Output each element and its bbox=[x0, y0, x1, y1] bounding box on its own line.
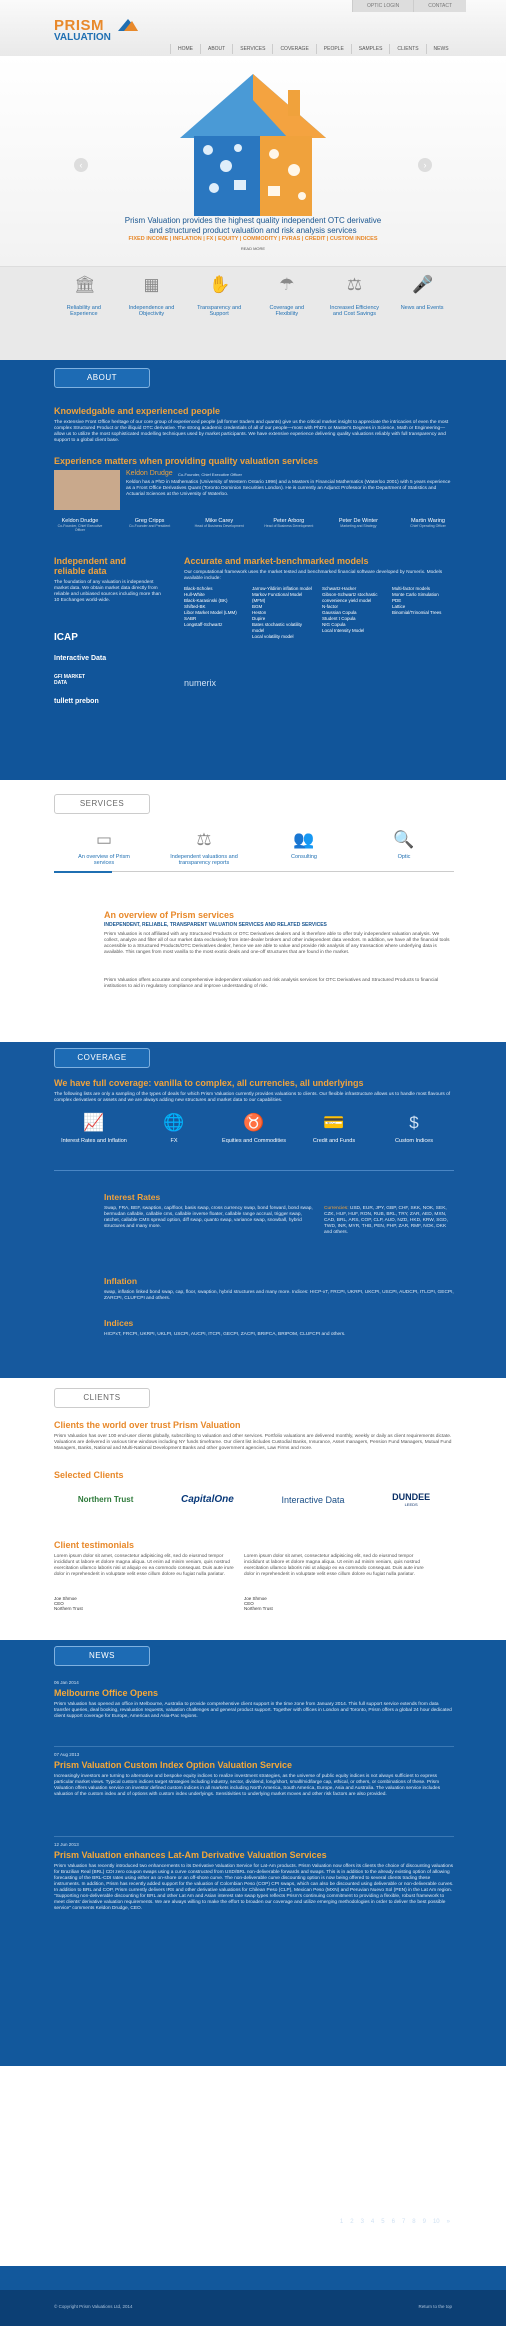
coverage-label: Credit and Funds bbox=[312, 1138, 356, 1144]
author-org: Northern Trust bbox=[54, 1606, 83, 1611]
services-icons bbox=[54, 826, 454, 866]
selected-clients-heading: Selected Clients bbox=[54, 1470, 124, 1480]
page-link[interactable]: 1 bbox=[339, 2219, 344, 2225]
news-date: 12 Jun 2013 bbox=[54, 1842, 79, 1847]
experience-heading: Experience matters when providing quality valuation services bbox=[54, 456, 319, 466]
team-member[interactable] bbox=[263, 518, 315, 532]
news-item bbox=[54, 1680, 454, 1720]
models-col-1: Black-Scholes Hull-White Black-Karasinski (BK) Shifted-BK Libor Market Model (LMM) SABR Longstaff-Schwartz bbox=[184, 586, 237, 627]
coverage-credit[interactable] bbox=[299, 1108, 369, 1144]
magnifier-icon: 🔍 bbox=[393, 830, 415, 849]
indices-text: HICPxT, FRCPI, UKRPI, UKLPI, USCPI, AUCPI, ITCPI, GECPI, ZACPI, BRIPCA, BRIPOM, CLUFCPI and others. bbox=[104, 1332, 346, 1337]
divider bbox=[54, 1746, 454, 1747]
author-role: CEO bbox=[54, 1601, 64, 1606]
currencies-label: Currencies: bbox=[324, 1206, 349, 1211]
coverage-label: FX bbox=[170, 1138, 178, 1144]
meeting-icon: 👥 bbox=[293, 830, 315, 849]
news-text: Increasingly investors are turning to alternative and bespoke equity indices to realize investment strategies, as the universe of public equity indices is not always sufficient to express particular market views. Typical custom indices target strategies including industry, sector, dividend, long/short, small/mid/large cap, ethical, or others, or combinations of these. Prism Valuation offers valuation service on investor defined custom indices in all markets including North America, South America, Europe, Asia and Australia. The valuation service includes valuation of the custom index and of options with custom index underlyings. Sensitivities to underlying market moves and other risk factors are also provided. bbox=[54, 1774, 441, 1797]
divider bbox=[54, 1836, 454, 1837]
about-paragraph: The extensive Front Office heritage of our core group of experienced people (all former traders and quants) give us the critical market insight to appreciate the intricacies of even the most complex Structured Product or the illiquid OTC derivative. The strong academic credentials of all of our people—most with PhD's or Master's Degrees in Science, Math or Engineering—allow us to utilize the most sophisticated modelling techniques used by market participants. We have extensive experience delivering quality valuations reliably with full transparency and support to a global client base. bbox=[54, 420, 449, 443]
coverage-label: Equities and Commodities bbox=[222, 1138, 286, 1144]
services-subheading: INDEPENDENT, RELIABLE, TRANSPARENT VALUATION SERVICES AND RELATED SERVICES bbox=[104, 922, 327, 928]
footer bbox=[0, 2290, 506, 2326]
hero-tagline-2: and structured product valuation and risk analysis services bbox=[149, 226, 357, 235]
team-role: Marketing and Strategy bbox=[340, 524, 377, 528]
chart-icon: 📈 bbox=[83, 1113, 105, 1132]
service-overview[interactable] bbox=[69, 826, 139, 866]
logo[interactable] bbox=[54, 17, 111, 44]
models-col-2: Jarrow-Yildirim inflation model Markov Functional Model (MFM) BGM Heston Dupire Bates stochastic volatility model Local volatility model bbox=[252, 586, 312, 639]
team-name: Peter Arborg bbox=[273, 518, 305, 524]
team-role: Co-Founder, Chief Executive Officer bbox=[57, 524, 103, 532]
feature-label: Coverage and Flexibility bbox=[269, 305, 305, 317]
nav-about[interactable]: ABOUT bbox=[200, 44, 232, 54]
news-date: 07 Aug 2013 bbox=[54, 1752, 80, 1757]
dundee-name: DUNDEE bbox=[392, 1492, 431, 1502]
umbrella-icon: ☂ bbox=[279, 275, 295, 294]
news-title[interactable]: Melbourne Office Opens bbox=[54, 1688, 159, 1698]
interest-rates-text: Swap, FRA, BEF, swaption, cap/floor, basis swap, cross currency swap, bond forward, bond swap, bermudan callable, callable cms, callable inverse floater, callable range accrual, trigger swap, ratchet, callable CMS spread option, diff swap, quanto swap, variance swap, snowball, hybrid structures and many more. bbox=[104, 1206, 313, 1229]
dundee-logo bbox=[392, 1492, 430, 1507]
feature-transparency[interactable] bbox=[194, 267, 244, 360]
team-member[interactable] bbox=[54, 518, 106, 532]
news-title[interactable]: Prism Valuation enhances Lat-Am Derivative Valuation Services bbox=[54, 1850, 327, 1860]
read-more-link[interactable]: READ MORE bbox=[240, 246, 266, 251]
interactive-data-logo: Interactive Data bbox=[54, 655, 107, 662]
team-member[interactable] bbox=[332, 518, 384, 532]
testimonial-author-2 bbox=[244, 1596, 273, 1611]
coverage-paragraph: The following lists are only a sampling of the types of deals for which Prism Valuation currently provides valuations to clients. Our flexible infrastructure allows us to handle most flavours of complex derivatives or assets and we are always adding new structures and market data to our capabilities. bbox=[54, 1092, 451, 1103]
logo-valuation: VALUATION bbox=[54, 32, 111, 43]
nav-home[interactable]: HOME bbox=[170, 44, 200, 54]
scale-icon: ⚖ bbox=[346, 275, 363, 294]
coverage-icons bbox=[54, 1108, 454, 1144]
page-link[interactable]: 3 bbox=[360, 2219, 364, 2225]
return-to-top-link[interactable]: Return to the top bbox=[418, 2304, 452, 2309]
news-pagination bbox=[340, 2219, 450, 2225]
page-link[interactable]: 9 bbox=[422, 2219, 426, 2225]
feature-label: Reliability and Experience bbox=[66, 305, 101, 317]
models-col-4: Multi-factor models Monte Carlo Simulation PDE Lattice Binomial/Trinomial Trees bbox=[392, 586, 442, 615]
header bbox=[0, 0, 506, 56]
page-link[interactable]: 4 bbox=[370, 2219, 375, 2225]
currencies-text bbox=[324, 1206, 454, 1236]
microphone-icon: 🎤 bbox=[412, 275, 434, 294]
author-name: Joe Shmoe bbox=[244, 1596, 267, 1601]
currencies-list: USD, EUR, JPY, GBP, CHF, SKK, NOK, SEK, CZK, HUF, HUF, RON, RUB, BRL, TRY, ZAR, AED, MXN, CAD, BRL, ARS, COP, CLP, AUD, NZD, HKD, KRW, SGD, TWD, INR, MYR, THB, PEN, PHP, ZAR, RMF, NOK, DKK and others. bbox=[324, 1206, 448, 1235]
nav-services[interactable]: SERVICES bbox=[232, 44, 272, 54]
nav-clients[interactable]: CLIENTS bbox=[389, 44, 425, 54]
bio-text: Keldon has a PhD in Mathematics (University of Western Ontario 1996) and a Masters in Financial Mathematics (Waterloo 2001) with 5 years experience as a Front Office Derivatives Quant (Toronto Dominion Securities London). He is currently an Adjunct Professor in the Department of Statistics and Actuarial Sciences at the University of Waterloo. bbox=[126, 480, 451, 497]
interest-rates-heading: Interest Rates bbox=[104, 1192, 161, 1202]
clients-section bbox=[0, 1378, 506, 1640]
nav-news[interactable]: NEWS bbox=[426, 44, 456, 54]
contact-link[interactable]: CONTACT bbox=[413, 0, 466, 12]
copyright: © Copyright Prism Valuations Ltd, 2014 bbox=[54, 2304, 133, 2309]
hero-tagline-1: Prism Valuation provides the highest quality independent OTC derivative bbox=[124, 216, 382, 225]
nav-coverage[interactable]: COVERAGE bbox=[272, 44, 315, 54]
inflation-text: swap, inflation linked bond swap, cap, floor, swaption, hybrid structures and many more. Indices: HICP-xT, FRCPI, UKRPI, UKCPI, USCPI, AUDCPI, ITLCPI, GECPI, ZARCPI, CLUFCPI and others. bbox=[104, 1290, 454, 1301]
about-heading: Knowledgable and experienced people bbox=[54, 406, 221, 416]
main-nav bbox=[170, 44, 456, 54]
testimonial-1: Lorem ipsum dolor sit amet, consectetur adipisicing elit, sed do eiusmod tempor incididunt ut labore et dolore magna aliqua. Ut enim ad minim veniam, quis nostrud exercitation ullamco laboris nisi ut aliquip ex ea commodo consequat. Duis aute irure dolor in reprehenderit in voluptate velit esse cillum dolore eu fugiat nulla pariatur. bbox=[54, 1554, 234, 1577]
house-collage-image bbox=[168, 70, 338, 220]
northern-trust-logo: Northern Trust bbox=[77, 1495, 134, 1504]
indep-data-heading: Independent and reliable data bbox=[54, 556, 126, 576]
service-consulting[interactable] bbox=[269, 826, 339, 866]
divider bbox=[54, 1170, 454, 1171]
service-label: An overview of Prism services bbox=[78, 854, 130, 866]
service-label: Independent valuations and transparency reports bbox=[170, 854, 238, 866]
team-role: Chief Operating Officer bbox=[410, 524, 446, 528]
scales-icon: ⚖ bbox=[196, 830, 212, 849]
coverage-heading: We have full coverage: vanilla to complex, all currencies, all underlyings bbox=[54, 1078, 364, 1088]
bio-name: Keldon Drudge bbox=[126, 470, 173, 477]
coverage-section bbox=[0, 1042, 506, 1378]
feature-coverage[interactable] bbox=[262, 267, 312, 360]
feature-label: Transparency and Support bbox=[197, 305, 242, 317]
feature-independence[interactable] bbox=[126, 267, 176, 360]
news-section bbox=[0, 1640, 506, 2066]
top-links bbox=[352, 0, 466, 12]
about-section bbox=[0, 360, 506, 780]
bull-icon: ♉ bbox=[243, 1113, 265, 1132]
news-item bbox=[54, 1842, 454, 1912]
nav-people[interactable]: PEOPLE bbox=[316, 44, 351, 54]
next-page-link[interactable]: » bbox=[446, 2219, 450, 2225]
page-link[interactable]: 7 bbox=[401, 2219, 406, 2225]
hero-topics[interactable]: FIXED INCOME | INFLATION | FX | EQUITY | COMMODITY | FVRAS | CREDIT | CUSTOM INDICES bbox=[128, 236, 378, 242]
page-link[interactable]: 5 bbox=[381, 2219, 385, 2225]
monitor-icon: ▭ bbox=[95, 830, 113, 849]
interactive-data-client-logo: Interactive Data bbox=[281, 1494, 345, 1505]
feature-label: Increased Efficiency and Cost Savings bbox=[329, 305, 380, 317]
page-link[interactable]: 10 bbox=[432, 2219, 440, 2225]
coverage-custom[interactable] bbox=[379, 1108, 449, 1144]
page-link[interactable]: 2 bbox=[350, 2219, 354, 2225]
optic-login-link[interactable]: OPTIC LOGIN bbox=[352, 0, 413, 12]
indices-heading: Indices bbox=[104, 1318, 134, 1328]
team-row bbox=[54, 518, 454, 532]
globe-icon: 🌐 bbox=[163, 1113, 185, 1132]
data-partners bbox=[54, 632, 106, 717]
active-tab-indicator bbox=[54, 871, 112, 873]
team-name: Keldon Drudge bbox=[61, 518, 99, 524]
models-list bbox=[184, 586, 454, 640]
news-heading-button[interactable]: NEWS bbox=[54, 1646, 150, 1666]
tullett-prebon-logo: tullett prebon bbox=[54, 698, 99, 705]
coverage-heading-button[interactable]: COVERAGE bbox=[54, 1048, 150, 1068]
card-icon: 💳 bbox=[323, 1113, 345, 1132]
coverage-rates[interactable] bbox=[59, 1108, 129, 1144]
feature-strip bbox=[0, 266, 506, 360]
feature-label: News and Events bbox=[400, 305, 444, 311]
page-link[interactable]: 8 bbox=[412, 2219, 416, 2225]
ceo-photo bbox=[54, 470, 120, 510]
divider bbox=[54, 871, 454, 872]
service-label: Optic bbox=[397, 854, 411, 860]
bank-icon: 🏛 bbox=[73, 275, 96, 294]
about-heading-button[interactable]: ABOUT bbox=[54, 368, 150, 388]
feature-reliability[interactable] bbox=[59, 267, 109, 360]
nav-samples[interactable]: SAMPLES bbox=[351, 44, 390, 54]
inflation-heading: Inflation bbox=[104, 1276, 138, 1286]
coverage-label: Interest Rates and Inflation bbox=[61, 1138, 127, 1144]
clients-paragraph: Prism Valuation has over 100 end-user clients globally, subscribing to valuation and other services. Portfolio valuations are delivered monthly, weekly or daily as client requirements dictate. Valuations are delivered in various time windows including NY funds timeframe. Our client list includes Custodial Banks, Insurance, Asset managers, Pension Fund Managers, Mutual Fund Managers, Banks, National and Multi-National Development Banks and other government agencies, Law Firms and more. bbox=[54, 1434, 452, 1451]
numerix-logo: numerix bbox=[184, 678, 217, 688]
news-section-tail bbox=[0, 2266, 506, 2290]
news-item bbox=[54, 1752, 454, 1798]
dundee-sub: LEEDS bbox=[404, 1502, 418, 1507]
team-role: Head of Business Development bbox=[194, 524, 244, 528]
services-paragraph-1: Prism Valuation is not affiliated with any Structured Products or OTC Derivatives dealers and is therefore able to offer truly independent valuation analysis. We collect, analyze and filter all of our market data exclusively from inter-dealer brokers and other independent data vendors. In addition, we have all the financial tools accessible to a Structured Products/OTC Derivatives dealer, hence we are able to value and provide risk analysis of any transaction where underlying data is available. This ranges from most vanilla to the most exotic deals and one-off structures that are found in the market. bbox=[104, 932, 450, 955]
team-name: Peter De Winter bbox=[338, 518, 378, 524]
dollar-icon: $ bbox=[409, 1113, 419, 1132]
clients-heading-button[interactable]: CLIENTS bbox=[54, 1388, 150, 1408]
calculator-icon: ▦ bbox=[143, 275, 160, 294]
team-name: Martin Waring bbox=[410, 518, 445, 524]
feature-news[interactable] bbox=[397, 267, 447, 360]
team-name: Mike Carey bbox=[205, 518, 234, 524]
services-section bbox=[0, 780, 506, 1042]
clients-heading: Clients the world over trust Prism Valuation bbox=[54, 1420, 241, 1430]
services-heading-button[interactable]: SERVICES bbox=[54, 794, 150, 814]
icap-logo: ICAP bbox=[54, 632, 78, 643]
service-optic[interactable] bbox=[369, 826, 439, 866]
team-member[interactable] bbox=[402, 518, 454, 532]
feature-label: Independence and Objectivity bbox=[128, 305, 175, 317]
page-link[interactable]: 6 bbox=[391, 2219, 395, 2225]
service-label: Consulting bbox=[291, 854, 317, 860]
team-role: Head of Business Development bbox=[264, 524, 314, 528]
news-date: 06 Jan 2014 bbox=[54, 1680, 79, 1685]
coverage-equities[interactable] bbox=[219, 1108, 289, 1144]
hero-banner bbox=[0, 56, 506, 266]
capital-one-logo: CapitalOne bbox=[181, 1494, 234, 1505]
services-paragraph-2: Prism Valuation offers accurate and comprehensive independent valuation and risk analysis services for OTC Derivatives and Structured Products to financial institutions to aid in regulatory compliance and improve understanding of risk. bbox=[104, 978, 439, 989]
team-member[interactable] bbox=[193, 518, 245, 532]
team-name: Greg Cripps bbox=[134, 518, 165, 524]
carousel-prev-icon[interactable]: ‹ bbox=[74, 158, 88, 172]
author-org: Northern Trust bbox=[244, 1606, 273, 1611]
team-member[interactable] bbox=[124, 518, 176, 532]
testimonial-2: Lorem ipsum dolor sit amet, consectetur adipisicing elit, sed do eiusmod tempor incididunt ut labore et dolore magna aliqua. Ut enim ad minim veniam, quis nostrud exercitation ullamco laboris nisi ut aliquip ex ea commodo consequat. Duis aute irure dolor in reprehenderit in voluptate velit esse cillum dolore eu fugiat nulla pariatur. bbox=[244, 1554, 424, 1577]
services-overview-heading: An overview of Prism services bbox=[104, 910, 235, 920]
service-valuations[interactable] bbox=[169, 826, 239, 866]
logo-mark-icon bbox=[118, 17, 138, 33]
gfi-logo: GFI MARKET DATA bbox=[54, 674, 86, 686]
carousel-next-icon[interactable]: › bbox=[418, 158, 432, 172]
handshake-icon: ✋ bbox=[209, 275, 231, 294]
logo-prism: PRISM bbox=[54, 17, 105, 34]
models-col-3: Schwartz-Hacker Gibson-Schwartz stochastic convenience yield model N-factor Gaussian Copula Student t Copula NIG Copula Local Intensity Model bbox=[322, 586, 378, 633]
author-role: CEO bbox=[244, 1601, 254, 1606]
team-role: Co-Founder and President bbox=[128, 524, 171, 528]
author-name: Joe Shmoe bbox=[54, 1596, 77, 1601]
coverage-fx[interactable] bbox=[139, 1108, 209, 1144]
client-logos bbox=[54, 1492, 454, 1507]
testimonial-author-1 bbox=[54, 1596, 83, 1611]
feature-efficiency[interactable] bbox=[329, 267, 379, 360]
indep-data-text: The foundation of any valuation is independent market data. We obtain market data directly from reliable and unbiased sources including more than 10 Exchanges world-wide. bbox=[54, 580, 161, 603]
bio-role: Co-Founder, Chief Executive Officer bbox=[178, 472, 242, 477]
models-intro: Our computational framework uses the market tested and benchmarked financial software developed by Numerix. Models available include: bbox=[184, 570, 443, 581]
news-text: Prism Valuation has recently introduced two enhancements to its Derivative Valuation Service for Lat-Am products. Prism Valuation now offers its clients the choice of discounting valuations for Brazilian Real (BRL) CDI zero coupon swaps using a curve constructed from USD/BRL non-deliverable forwards and swaps. This is in addition to the already existing option of allowing forecasting of the BRL-CDI rates using either an on-shore or an off-shore curve. The non-deliverable curve discounting option is now being offered to several clients trading these instruments. In addition, Prism has recently added support for the valuation of Colombian Peso (COP) CPI swaps, which can also be discounted using deliverable or non-deliverable curves. In addition to BRL and COP, Prism currently delivers IRS and other derivative valuations for Chilean Peso (CLP), Mexican Peso (MXN) and Peruvian Nuevo Sol (PEN) in the Lat Am region. "Supporting non-deliverable discounting for BRL and other Lat Am and Asian interest rate swap types reflects Prism's continuing commitment to providing a flexible, robust framework to meet clients' derivative valuation requirements. We are always willing to make the effort to broaden our coverage and utilize emerging methodologies in order to deliver the best possible service" comments Keldon Drudge, CEO. bbox=[54, 1864, 454, 1911]
coverage-label: Custom Indices bbox=[395, 1138, 433, 1144]
testimonials-heading: Client testimonials bbox=[54, 1540, 135, 1550]
news-title[interactable]: Prism Valuation Custom Index Option Valuation Service bbox=[54, 1760, 293, 1770]
news-text: Prism Valuation has opened an office in Melbourne, Australia to provide comprehensive client support in the time zone from January 2014. This full support service extends from data transfer queries, deal booking, revaluation requests, valuation challenges and general product support. Together with offices in London and Toronto, Prism offers a global 24 hour dedicated client support coverage for Europe, Americas and Asia-Pac regions. bbox=[54, 1702, 452, 1719]
models-heading: Accurate and market-benchmarked models bbox=[184, 556, 369, 566]
